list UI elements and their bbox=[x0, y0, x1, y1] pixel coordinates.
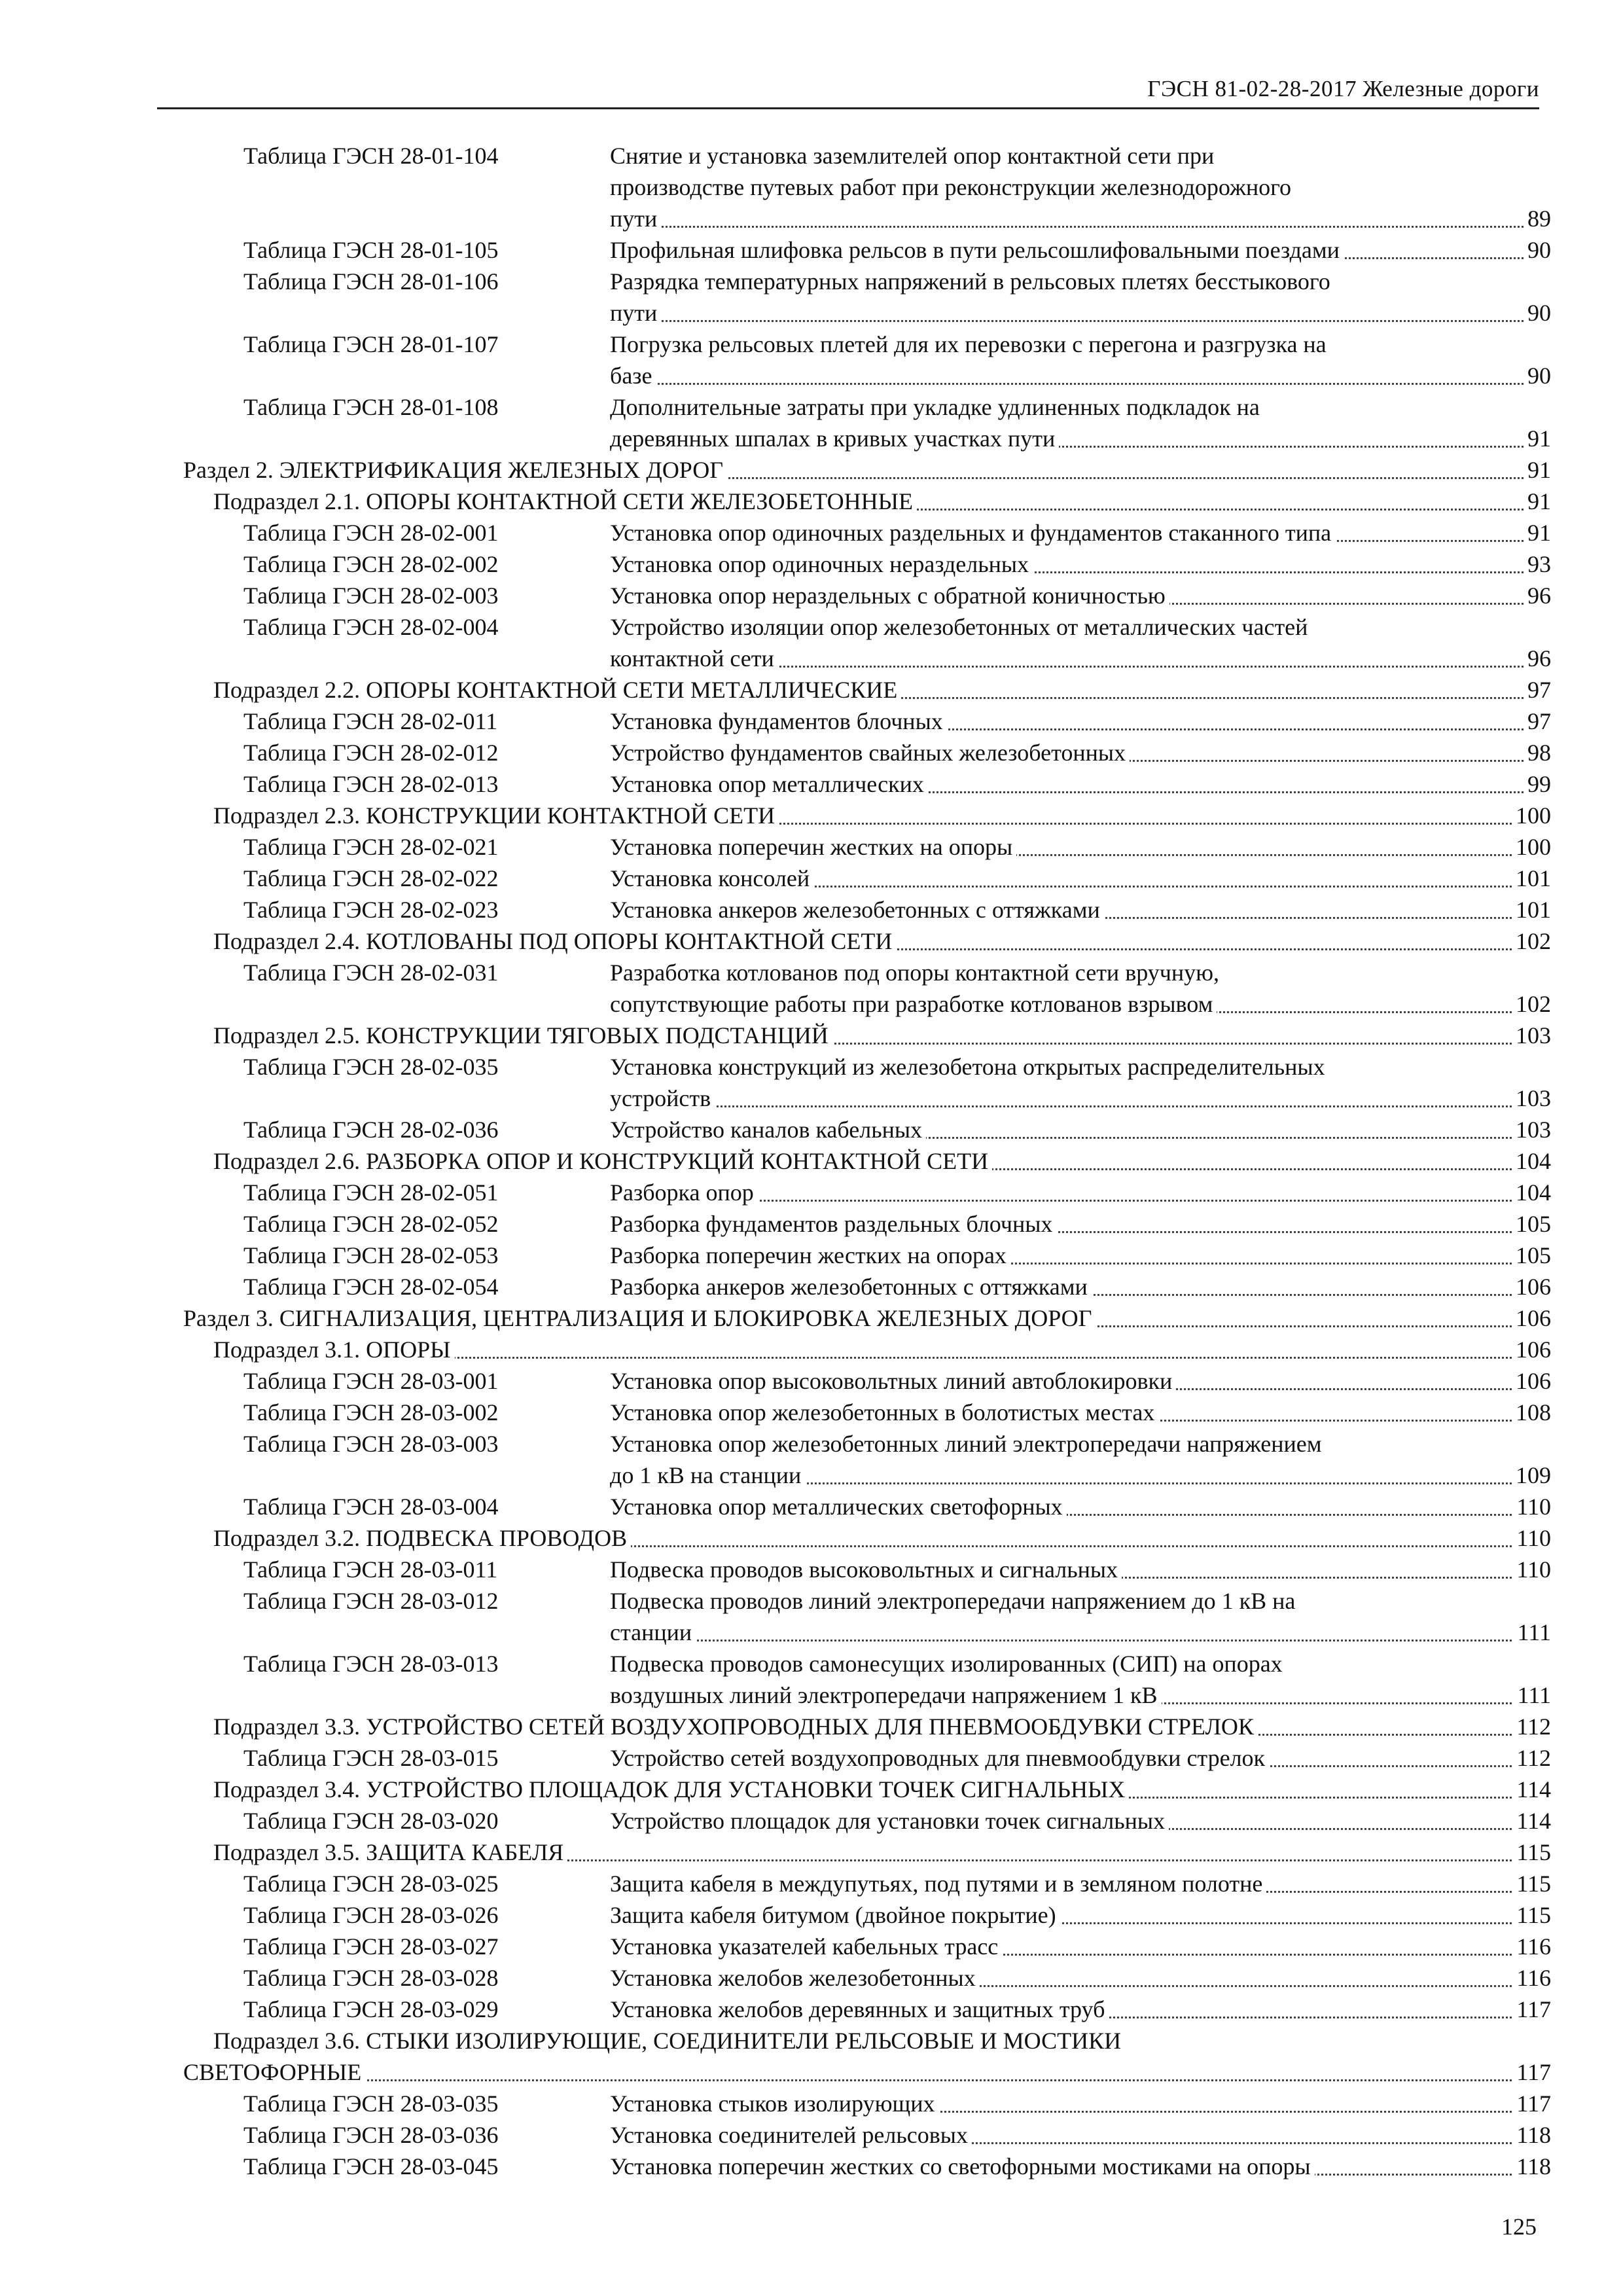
toc-table-label: Таблица ГЭСН 28-02-002 bbox=[243, 548, 503, 580]
toc-page-number: 100 bbox=[1512, 831, 1551, 863]
toc-subsection-entry[interactable] bbox=[183, 486, 1551, 517]
toc-table-label: Таблица ГЭСН 28-03-045 bbox=[243, 2151, 503, 2182]
toc-table-label: Таблица ГЭСН 28-02-003 bbox=[243, 580, 503, 611]
toc-page-number: 106 bbox=[1512, 1271, 1551, 1302]
toc-subsection-entry[interactable] bbox=[183, 674, 1551, 706]
toc-row bbox=[183, 1302, 1551, 1334]
toc-table-label: Таблица ГЭСН 28-03-013 bbox=[243, 1648, 503, 1679]
toc-page-number: 101 bbox=[1512, 863, 1551, 894]
toc-table-entry[interactable] bbox=[183, 1114, 1551, 1145]
dot-leader bbox=[610, 320, 1551, 322]
toc-entry-text: Разборка фундаментов раздельных блочных bbox=[610, 1208, 1056, 1240]
toc-table-label: Таблица ГЭСН 28-03-002 bbox=[243, 1397, 503, 1428]
toc-entry-text: Защита кабеля битумом (двойное покрытие) bbox=[610, 1899, 1060, 1931]
toc-row bbox=[183, 1397, 1551, 1428]
toc-table-entry[interactable] bbox=[183, 2088, 1551, 2119]
toc-subsection-entry[interactable] bbox=[183, 1837, 1551, 1868]
toc-row bbox=[183, 831, 1551, 863]
toc-subsection-entry[interactable] bbox=[183, 2025, 1551, 2088]
toc-table-entry[interactable] bbox=[183, 706, 1551, 737]
toc-table-entry[interactable] bbox=[183, 1271, 1551, 1302]
toc-page-number: 118 bbox=[1512, 2119, 1551, 2151]
toc-page-number: 112 bbox=[1512, 1711, 1551, 1742]
toc-page-number: 116 bbox=[1512, 1931, 1551, 1962]
toc-entry-text: Подвеска проводов высоковольтных и сигнальных bbox=[610, 1554, 1122, 1585]
toc-entry-text: Разрядка температурных напряжений в рельсовых плетях бесстыкового bbox=[610, 266, 1334, 297]
toc-entry-text: Установка желобов железобетонных bbox=[610, 1962, 980, 1994]
toc-page-number: 115 bbox=[1512, 1868, 1551, 1899]
toc-table-label: Таблица ГЭСН 28-03-003 bbox=[243, 1428, 503, 1460]
toc-row bbox=[183, 768, 1551, 800]
toc-row bbox=[183, 234, 1551, 266]
toc-entry-text: сопутствующие работы при разработке котлованов взрывом bbox=[610, 988, 1217, 1020]
toc-row bbox=[183, 391, 1551, 423]
toc-entry-text: Подраздел 2.2. ОПОРЫ КОНТАКТНОЙ СЕТИ МЕТАЛЛИЧЕСКИЕ bbox=[213, 674, 901, 706]
toc-table-entry[interactable] bbox=[183, 737, 1551, 768]
toc-entry-text: Установка фундаментов блочных bbox=[610, 706, 947, 737]
table-of-contents bbox=[183, 140, 1551, 2182]
toc-entry-text: Устройство сетей воздухопроводных для пневмообдувки стрелок bbox=[610, 1742, 1269, 1774]
toc-subsection-entry[interactable] bbox=[183, 1145, 1551, 1177]
toc-page-number: 105 bbox=[1512, 1208, 1551, 1240]
toc-row bbox=[183, 1617, 1551, 1648]
toc-subsection-entry[interactable] bbox=[183, 1774, 1551, 1805]
toc-entry-text: базе bbox=[610, 360, 656, 391]
toc-entry-text: Установка анкеров железобетонных с оттяжками bbox=[610, 894, 1104, 925]
toc-page-number: 105 bbox=[1512, 1240, 1551, 1271]
toc-table-label: Таблица ГЭСН 28-02-023 bbox=[243, 894, 503, 925]
toc-row bbox=[183, 1837, 1551, 1868]
toc-page-number: 101 bbox=[1512, 894, 1551, 925]
toc-entry-text: Установка поперечин жестких на опоры bbox=[610, 831, 1016, 863]
toc-row bbox=[183, 1962, 1551, 1994]
toc-page-number: 111 bbox=[1514, 1617, 1551, 1648]
toc-row bbox=[183, 1899, 1551, 1931]
toc-entry-text: Защита кабеля в междупутьях, под путями и в земляном полотне bbox=[610, 1868, 1266, 1899]
toc-table-label: Таблица ГЭСН 28-03-001 bbox=[243, 1365, 503, 1397]
toc-row bbox=[183, 2151, 1551, 2182]
toc-table-entry[interactable] bbox=[183, 1365, 1551, 1397]
toc-entry-text: воздушных линий электропередачи напряжением 1 кВ bbox=[610, 1679, 1162, 1711]
toc-entry-text: Раздел 2. ЭЛЕКТРИФИКАЦИЯ ЖЕЛЕЗНЫХ ДОРОГ bbox=[183, 454, 727, 486]
toc-page-number: 99 bbox=[1524, 768, 1551, 800]
toc-row bbox=[183, 1334, 1551, 1365]
toc-row bbox=[183, 1365, 1551, 1397]
toc-entry-text: Разработка котлованов под опоры контактной сети вручную, bbox=[610, 957, 1223, 988]
toc-row bbox=[183, 800, 1551, 831]
toc-page-number: 112 bbox=[1512, 1742, 1551, 1774]
toc-entry-text: Разборка поперечин жестких на опорах bbox=[610, 1240, 1010, 1271]
toc-table-label: Таблица ГЭСН 28-02-036 bbox=[243, 1114, 503, 1145]
toc-section-entry[interactable] bbox=[183, 1302, 1551, 1334]
toc-section-entry[interactable] bbox=[183, 454, 1551, 486]
toc-entry-text: производстве путевых работ при реконструкции железнодорожного bbox=[610, 171, 1295, 203]
toc-table-label: Таблица ГЭСН 28-03-012 bbox=[243, 1585, 503, 1617]
toc-table-label: Таблица ГЭСН 28-03-015 bbox=[243, 1742, 503, 1774]
toc-row bbox=[183, 1931, 1551, 1962]
toc-page-number: 91 bbox=[1524, 454, 1551, 486]
toc-subsection-entry[interactable] bbox=[183, 1522, 1551, 1554]
toc-table-entry[interactable] bbox=[183, 2119, 1551, 2151]
toc-page-number: 93 bbox=[1524, 548, 1551, 580]
toc-table-entry[interactable] bbox=[183, 894, 1551, 925]
toc-table-entry[interactable] bbox=[183, 140, 1551, 234]
toc-row bbox=[183, 1114, 1551, 1145]
toc-entry-text: Установка опор железобетонных в болотистых местах bbox=[610, 1397, 1158, 1428]
toc-row bbox=[183, 266, 1551, 297]
toc-row bbox=[183, 1240, 1551, 1271]
toc-table-entry[interactable] bbox=[183, 1397, 1551, 1428]
toc-entry-text: Подраздел 3.4. УСТРОЙСТВО ПЛОЩАДОК ДЛЯ УСТАНОВКИ ТОЧЕК СИГНАЛЬНЫХ bbox=[213, 1774, 1129, 1805]
toc-row bbox=[183, 988, 1551, 1020]
dot-leader bbox=[610, 1640, 1551, 1641]
toc-page-number: 90 bbox=[1524, 297, 1551, 329]
toc-row bbox=[183, 1868, 1551, 1899]
toc-table-entry[interactable] bbox=[183, 234, 1551, 266]
toc-page-number: 115 bbox=[1512, 1837, 1551, 1868]
toc-table-entry[interactable] bbox=[183, 1585, 1551, 1648]
toc-row bbox=[183, 1805, 1551, 1837]
toc-row bbox=[183, 1020, 1551, 1051]
toc-row bbox=[183, 1460, 1551, 1491]
toc-entry-text: деревянных шпалах в кривых участках пути bbox=[610, 423, 1059, 454]
toc-row bbox=[183, 2025, 1551, 2056]
toc-row bbox=[183, 329, 1551, 360]
toc-page-number: 89 bbox=[1524, 203, 1551, 234]
toc-row bbox=[183, 2088, 1551, 2119]
toc-page-number: 102 bbox=[1512, 988, 1551, 1020]
toc-entry-text: Установка опор одиночных раздельных и фундаментов стаканного типа bbox=[610, 517, 1335, 548]
toc-page-number: 104 bbox=[1512, 1177, 1551, 1208]
toc-row bbox=[183, 423, 1551, 454]
toc-row bbox=[183, 1208, 1551, 1240]
toc-row bbox=[183, 737, 1551, 768]
document-title: ГЭСН 81-02-28-2017 Железные дороги bbox=[1147, 76, 1539, 101]
toc-page-number: 106 bbox=[1512, 1334, 1551, 1365]
toc-page-number: 104 bbox=[1512, 1145, 1551, 1177]
toc-row bbox=[183, 1994, 1551, 2025]
toc-entry-text: СВЕТОФОРНЫЕ bbox=[183, 2056, 365, 2088]
toc-table-label: Таблица ГЭСН 28-01-104 bbox=[243, 140, 503, 171]
toc-table-label: Таблица ГЭСН 28-01-106 bbox=[243, 266, 503, 297]
toc-row bbox=[183, 1711, 1551, 1742]
toc-page-number: 91 bbox=[1524, 486, 1551, 517]
toc-row bbox=[183, 1679, 1551, 1711]
toc-row bbox=[183, 486, 1551, 517]
toc-entry-text: Установка соединителей рельсовых bbox=[610, 2119, 972, 2151]
toc-entry-text: Подраздел 2.6. РАЗБОРКА ОПОР И КОНСТРУКЦИЙ КОНТАКТНОЙ СЕТИ bbox=[213, 1145, 992, 1177]
toc-row bbox=[183, 894, 1551, 925]
toc-page-number: 100 bbox=[1512, 800, 1551, 831]
toc-entry-text: Дополнительные затраты при укладке удлиненных подкладок на bbox=[610, 391, 1264, 423]
toc-page-number: 91 bbox=[1524, 423, 1551, 454]
toc-table-label: Таблица ГЭСН 28-02-001 bbox=[243, 517, 503, 548]
toc-table-entry[interactable] bbox=[183, 2151, 1551, 2182]
toc-table-entry[interactable] bbox=[183, 266, 1551, 329]
toc-page-number: 98 bbox=[1524, 737, 1551, 768]
toc-page-number: 110 bbox=[1512, 1554, 1551, 1585]
toc-table-entry[interactable] bbox=[183, 1742, 1551, 1774]
toc-table-entry[interactable] bbox=[183, 391, 1551, 454]
toc-entry-text: Установка опор металлических светофорных bbox=[610, 1491, 1067, 1522]
toc-table-label: Таблица ГЭСН 28-02-053 bbox=[243, 1240, 503, 1271]
toc-table-entry[interactable] bbox=[183, 1899, 1551, 1931]
toc-entry-text: Установка консолей bbox=[610, 863, 813, 894]
toc-page-number: 114 bbox=[1512, 1805, 1551, 1837]
toc-row bbox=[183, 1585, 1551, 1617]
toc-table-label: Таблица ГЭСН 28-02-004 bbox=[243, 611, 503, 643]
toc-row bbox=[183, 171, 1551, 203]
toc-table-label: Таблица ГЭСН 28-02-052 bbox=[243, 1208, 503, 1240]
toc-row bbox=[183, 611, 1551, 643]
toc-page-number: 117 bbox=[1512, 1994, 1551, 2025]
toc-page-number: 117 bbox=[1512, 2088, 1551, 2119]
toc-row bbox=[183, 203, 1551, 234]
toc-row bbox=[183, 925, 1551, 957]
toc-entry-text: Установка опор нераздельных с обратной коничностью bbox=[610, 580, 1169, 611]
toc-page-number: 97 bbox=[1524, 674, 1551, 706]
toc-table-entry[interactable] bbox=[183, 1805, 1551, 1837]
toc-entry-text: Установка стыков изолирующих bbox=[610, 2088, 938, 2119]
toc-row bbox=[183, 548, 1551, 580]
toc-entry-text: Подвеска проводов самонесущих изолированных (СИП) на опорах bbox=[610, 1648, 1287, 1679]
toc-row bbox=[183, 2119, 1551, 2151]
toc-entry-text: Подраздел 2.3. КОНСТРУКЦИИ КОНТАКТНОЙ СЕТИ bbox=[213, 800, 779, 831]
toc-page-number: 102 bbox=[1512, 925, 1551, 957]
toc-page-number: 103 bbox=[1512, 1083, 1551, 1114]
toc-row bbox=[183, 1742, 1551, 1774]
toc-row bbox=[183, 1522, 1551, 1554]
toc-entry-text: Подраздел 3.6. СТЫКИ ИЗОЛИРУЮЩИЕ, СОЕДИНИТЕЛИ РЕЛЬСОВЫЕ И МОСТИКИ bbox=[213, 2025, 1125, 2056]
toc-table-label: Таблица ГЭСН 28-02-021 bbox=[243, 831, 503, 863]
toc-entry-text: Снятие и установка заземлителей опор контактной сети при bbox=[610, 140, 1218, 171]
toc-page-number: 117 bbox=[1512, 2056, 1551, 2088]
toc-page-number: 103 bbox=[1512, 1020, 1551, 1051]
toc-row bbox=[183, 1428, 1551, 1460]
toc-row bbox=[183, 140, 1551, 171]
toc-page-number: 106 bbox=[1512, 1302, 1551, 1334]
toc-row bbox=[183, 2056, 1551, 2088]
toc-table-entry[interactable] bbox=[183, 957, 1551, 1020]
toc-entry-text: Установка опор одиночных нераздельных bbox=[610, 548, 1033, 580]
toc-table-label: Таблица ГЭСН 28-03-004 bbox=[243, 1491, 503, 1522]
toc-table-label: Таблица ГЭСН 28-02-051 bbox=[243, 1177, 503, 1208]
toc-page-number: 114 bbox=[1512, 1774, 1551, 1805]
toc-table-entry[interactable] bbox=[183, 517, 1551, 548]
dot-leader bbox=[610, 383, 1551, 385]
toc-table-entry[interactable] bbox=[183, 329, 1551, 391]
toc-entry-text: Подраздел 3.2. ПОДВЕСКА ПРОВОДОВ bbox=[213, 1522, 631, 1554]
toc-row bbox=[183, 1554, 1551, 1585]
toc-table-entry[interactable] bbox=[183, 1240, 1551, 1271]
toc-table-entry[interactable] bbox=[183, 863, 1551, 894]
toc-table-label: Таблица ГЭСН 28-03-026 bbox=[243, 1899, 503, 1931]
toc-entry-text: Установка опор высоковольтных линий автоблокировки bbox=[610, 1365, 1176, 1397]
toc-entry-text: до 1 кВ на станции bbox=[610, 1460, 805, 1491]
toc-table-label: Таблица ГЭСН 28-03-035 bbox=[243, 2088, 503, 2119]
toc-table-entry[interactable] bbox=[183, 611, 1551, 674]
toc-entry-text: Установка опор железобетонных линий электропередачи напряжением bbox=[610, 1428, 1326, 1460]
toc-entry-text: Установка опор металлических bbox=[610, 768, 928, 800]
dot-leader bbox=[610, 1105, 1551, 1107]
toc-table-entry[interactable] bbox=[183, 580, 1551, 611]
toc-page-number: 103 bbox=[1512, 1114, 1551, 1145]
toc-entry-text: Подраздел 3.5. ЗАЩИТА КАБЕЛЯ bbox=[213, 1837, 567, 1868]
toc-page-number: 96 bbox=[1524, 580, 1551, 611]
toc-table-label: Таблица ГЭСН 28-01-108 bbox=[243, 391, 503, 423]
toc-entry-text: Подраздел 3.3. УСТРОЙСТВО СЕТЕЙ ВОЗДУХОПРОВОДНЫХ ДЛЯ ПНЕВМООБДУВКИ СТРЕЛОК bbox=[213, 1711, 1258, 1742]
toc-entry-text: Подраздел 2.4. КОТЛОВАНЫ ПОД ОПОРЫ КОНТАКТНОЙ СЕТИ bbox=[213, 925, 896, 957]
page-number: 125 bbox=[1501, 2214, 1537, 2240]
toc-row bbox=[183, 1774, 1551, 1805]
toc-page-number: 106 bbox=[1512, 1365, 1551, 1397]
toc-page-number: 109 bbox=[1512, 1460, 1551, 1491]
toc-table-entry[interactable] bbox=[183, 1994, 1551, 2025]
toc-table-label: Таблица ГЭСН 28-02-011 bbox=[243, 706, 501, 737]
toc-table-label: Таблица ГЭСН 28-01-107 bbox=[243, 329, 503, 360]
toc-entry-text: Разборка опор bbox=[610, 1177, 758, 1208]
toc-page-number: 116 bbox=[1512, 1962, 1551, 1994]
toc-table-label: Таблица ГЭСН 28-02-022 bbox=[243, 863, 503, 894]
toc-table-entry[interactable] bbox=[183, 1051, 1551, 1114]
toc-row bbox=[183, 1177, 1551, 1208]
toc-table-label: Таблица ГЭСН 28-03-011 bbox=[243, 1554, 501, 1585]
toc-row bbox=[183, 643, 1551, 674]
toc-table-label: Таблица ГЭСН 28-02-054 bbox=[243, 1271, 503, 1302]
dot-leader bbox=[610, 226, 1551, 228]
toc-entry-text: Установка желобов деревянных и защитных труб bbox=[610, 1994, 1109, 2025]
toc-entry-text: Подвеска проводов линий электропередачи напряжением до 1 кВ на bbox=[610, 1585, 1299, 1617]
toc-entry-text: Погрузка рельсовых плетей для их перевозки с перегона и разгрузка на bbox=[610, 329, 1330, 360]
toc-page-number: 111 bbox=[1514, 1679, 1551, 1711]
toc-table-entry[interactable] bbox=[183, 1554, 1551, 1585]
toc-row bbox=[183, 580, 1551, 611]
toc-table-entry[interactable] bbox=[183, 1428, 1551, 1491]
toc-page-number: 96 bbox=[1524, 643, 1551, 674]
toc-table-entry[interactable] bbox=[183, 548, 1551, 580]
dot-leader bbox=[183, 2079, 1551, 2081]
toc-row bbox=[183, 454, 1551, 486]
toc-table-label: Таблица ГЭСН 28-03-036 bbox=[243, 2119, 503, 2151]
toc-page-number: 110 bbox=[1512, 1491, 1551, 1522]
toc-entry-text: Профильная шлифовка рельсов в пути рельсошлифовальными поездами bbox=[610, 234, 1344, 266]
toc-subsection-entry[interactable] bbox=[183, 800, 1551, 831]
toc-entry-text: Разборка анкеров железобетонных с оттяжками bbox=[610, 1271, 1092, 1302]
toc-row bbox=[183, 297, 1551, 329]
toc-entry-text: устройств bbox=[610, 1083, 715, 1114]
toc-table-entry[interactable] bbox=[183, 1208, 1551, 1240]
toc-entry-text: пути bbox=[610, 203, 661, 234]
toc-table-entry[interactable] bbox=[183, 1931, 1551, 1962]
page-header bbox=[157, 73, 1539, 109]
toc-entry-text: Установка указателей кабельных трасс bbox=[610, 1931, 1002, 1962]
toc-table-entry[interactable] bbox=[183, 1491, 1551, 1522]
toc-table-entry[interactable] bbox=[183, 1648, 1551, 1711]
toc-row bbox=[183, 863, 1551, 894]
toc-table-label: Таблица ГЭСН 28-03-029 bbox=[243, 1994, 503, 2025]
toc-row bbox=[183, 360, 1551, 391]
toc-entry-text: Устройство площадок для установки точек сигнальных bbox=[610, 1805, 1169, 1837]
toc-page-number: 91 bbox=[1524, 517, 1551, 548]
toc-row bbox=[183, 674, 1551, 706]
toc-entry-text: Устройство изоляции опор железобетонных от металлических частей bbox=[610, 611, 1311, 643]
toc-row bbox=[183, 1051, 1551, 1083]
toc-table-entry[interactable] bbox=[183, 1868, 1551, 1899]
toc-subsection-entry[interactable] bbox=[183, 1334, 1551, 1365]
toc-page-number: 90 bbox=[1524, 234, 1551, 266]
toc-page-number: 118 bbox=[1512, 2151, 1551, 2182]
toc-table-label: Таблица ГЭСН 28-03-027 bbox=[243, 1931, 503, 1962]
toc-row bbox=[183, 1648, 1551, 1679]
toc-subsection-entry[interactable] bbox=[183, 1711, 1551, 1742]
toc-row bbox=[183, 1083, 1551, 1114]
toc-page-number: 108 bbox=[1512, 1397, 1551, 1428]
toc-page-number: 115 bbox=[1512, 1899, 1551, 1931]
toc-page-number: 97 bbox=[1524, 706, 1551, 737]
toc-table-entry[interactable] bbox=[183, 831, 1551, 863]
toc-row bbox=[183, 1145, 1551, 1177]
toc-entry-text: Подраздел 3.1. ОПОРЫ bbox=[213, 1334, 455, 1365]
toc-table-label: Таблица ГЭСН 28-01-105 bbox=[243, 234, 503, 266]
toc-table-label: Таблица ГЭСН 28-02-012 bbox=[243, 737, 503, 768]
toc-row bbox=[183, 1271, 1551, 1302]
toc-table-label: Таблица ГЭСН 28-02-035 bbox=[243, 1051, 503, 1083]
toc-subsection-entry[interactable] bbox=[183, 925, 1551, 957]
toc-row bbox=[183, 706, 1551, 737]
toc-entry-text: Устройство каналов кабельных bbox=[610, 1114, 926, 1145]
toc-entry-text: Раздел 3. СИГНАЛИЗАЦИЯ, ЦЕНТРАЛИЗАЦИЯ И БЛОКИРОВКА ЖЕЛЕЗНЫХ ДОРОГ bbox=[183, 1302, 1096, 1334]
toc-row bbox=[183, 957, 1551, 988]
toc-entry-text: контактной сети bbox=[610, 643, 778, 674]
toc-row bbox=[183, 517, 1551, 548]
toc-page-number: 90 bbox=[1524, 360, 1551, 391]
toc-entry-text: пути bbox=[610, 297, 661, 329]
toc-table-label: Таблица ГЭСН 28-03-020 bbox=[243, 1805, 503, 1837]
toc-subsection-entry[interactable] bbox=[183, 1020, 1551, 1051]
toc-table-label: Таблица ГЭСН 28-03-028 bbox=[243, 1962, 503, 1994]
toc-row bbox=[183, 1491, 1551, 1522]
toc-entry-text: Установка конструкций из железобетона открытых распределительных bbox=[610, 1051, 1329, 1083]
toc-table-label: Таблица ГЭСН 28-03-025 bbox=[243, 1868, 503, 1899]
toc-table-entry[interactable] bbox=[183, 1962, 1551, 1994]
toc-table-label: Таблица ГЭСН 28-02-031 bbox=[243, 957, 503, 988]
toc-entry-text: Устройство фундаментов свайных железобетонных bbox=[610, 737, 1130, 768]
toc-entry-text: станции bbox=[610, 1617, 696, 1648]
toc-table-label: Таблица ГЭСН 28-02-013 bbox=[243, 768, 503, 800]
toc-entry-text: Подраздел 2.1. ОПОРЫ КОНТАКТНОЙ СЕТИ ЖЕЛЕЗОБЕТОННЫЕ bbox=[213, 486, 917, 517]
toc-table-entry[interactable] bbox=[183, 768, 1551, 800]
toc-table-entry[interactable] bbox=[183, 1177, 1551, 1208]
toc-entry-text: Установка поперечин жестких со светофорными мостиками на опоры bbox=[610, 2151, 1315, 2182]
toc-page-number: 110 bbox=[1512, 1522, 1551, 1554]
toc-entry-text: Подраздел 2.5. КОНСТРУКЦИИ ТЯГОВЫХ ПОДСТАНЦИЙ bbox=[213, 1020, 832, 1051]
